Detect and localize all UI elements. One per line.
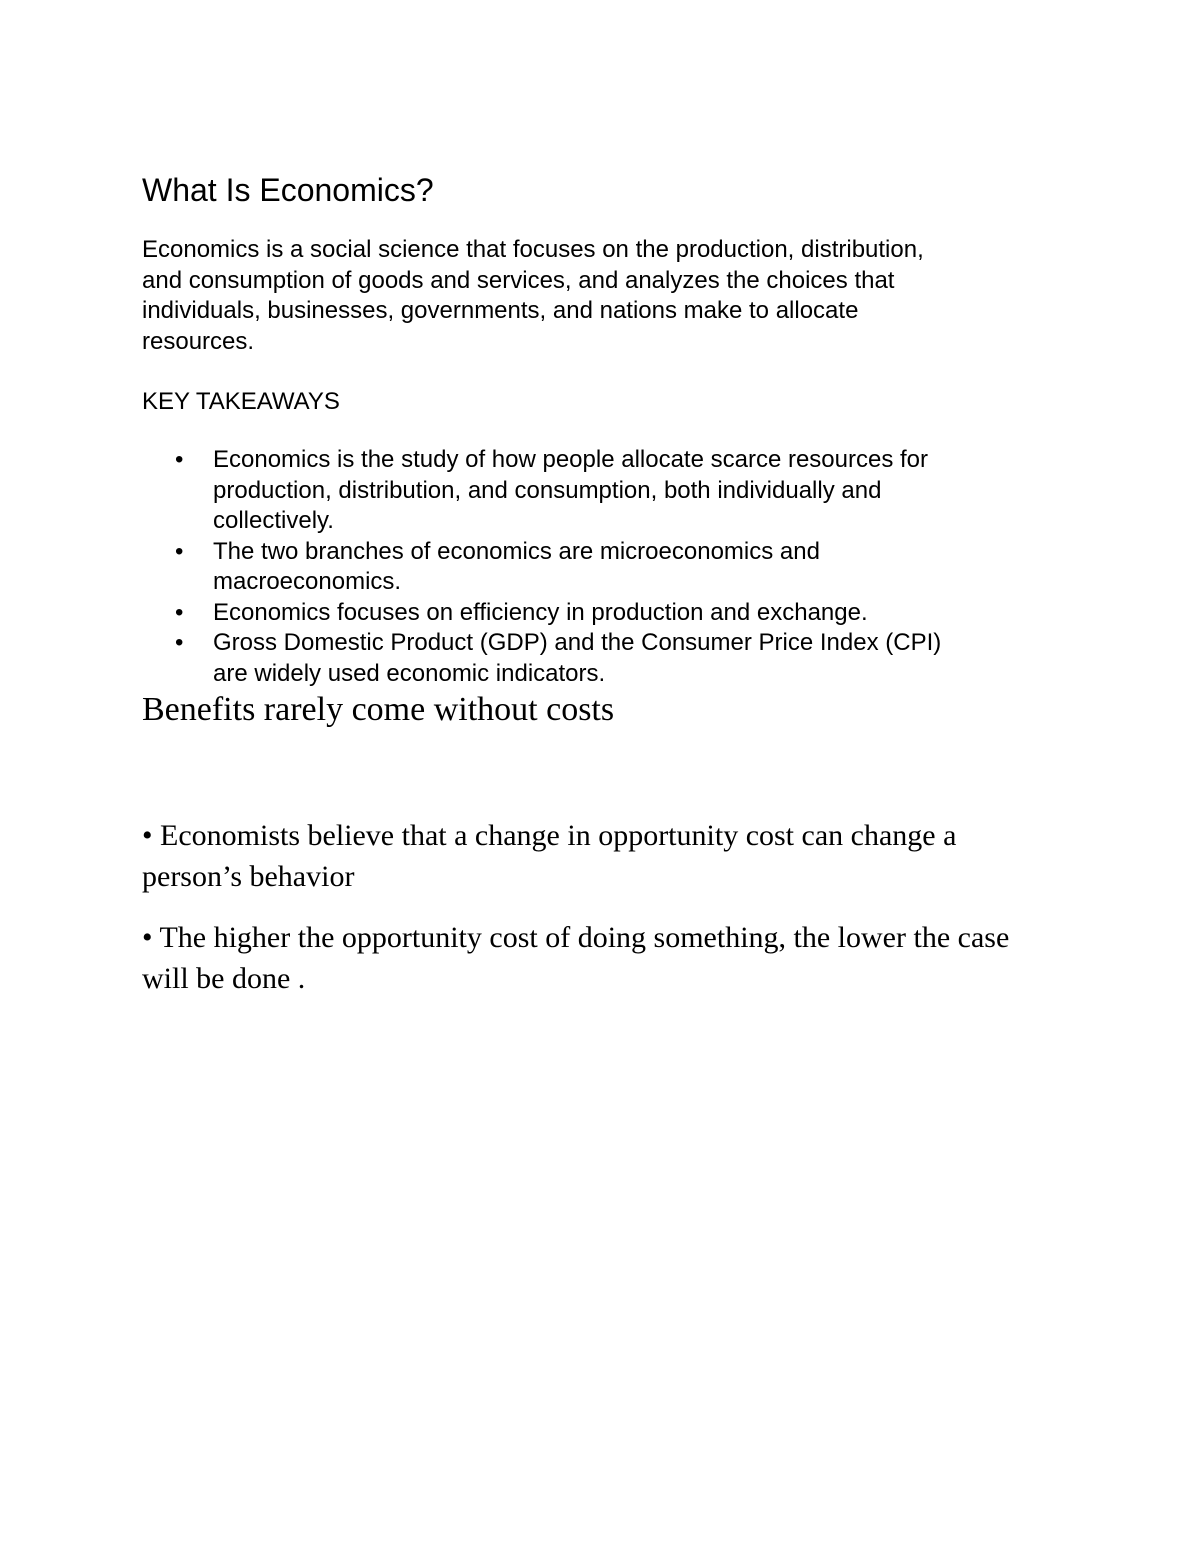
bullet-icon: • xyxy=(175,598,184,626)
list-item-line: macroeconomics. xyxy=(213,568,402,595)
bullet-icon: • xyxy=(175,629,184,656)
list-item-line: collectively. xyxy=(213,507,334,534)
document-title: What Is Economics? xyxy=(142,172,434,208)
note-line: person’s behavior xyxy=(142,860,355,893)
notes-section xyxy=(142,815,1082,1019)
list-item-line: Economics focuses on efficiency in production and exchange. xyxy=(213,598,868,626)
key-takeaways-heading: KEY TAKEAWAYS xyxy=(142,388,340,415)
note-paragraph xyxy=(142,815,1082,897)
list-item-line: production, distribution, and consumption, both individually and xyxy=(213,476,882,504)
list-item-line: are widely used economic indicators. xyxy=(213,659,606,687)
list-item xyxy=(142,445,1062,537)
bullet-icon: • xyxy=(175,446,184,473)
intro-paragraph xyxy=(142,235,1042,357)
note-line: • The higher the opportunity cost of doing something, the lower the case xyxy=(142,921,1010,954)
list-item xyxy=(142,598,1062,629)
section-heading: Benefits rarely come without costs xyxy=(142,691,615,728)
list-item-line: Gross Domestic Product (GDP) and the Consumer Price Index (CPI) xyxy=(213,629,942,656)
list-item-line: The two branches of economics are microeconomics and xyxy=(213,537,820,565)
key-takeaways-list xyxy=(142,445,1062,689)
list-item xyxy=(142,628,1062,689)
intro-line: individuals, businesses, governments, and nations make to allocate xyxy=(142,297,859,324)
intro-line: Economics is a social science that focuses on the production, distribution, xyxy=(142,236,924,263)
list-item xyxy=(142,537,1062,598)
intro-line: and consumption of goods and services, and analyzes the choices that xyxy=(142,266,895,294)
note-line: will be done . xyxy=(142,962,306,995)
intro-line: resources. xyxy=(142,327,255,355)
note-paragraph xyxy=(142,917,1082,999)
note-line: • Economists believe that a change in opportunity cost can change a xyxy=(142,819,957,852)
bullet-icon: • xyxy=(175,537,184,565)
list-item-line: Economics is the study of how people allocate scarce resources for xyxy=(213,446,929,473)
